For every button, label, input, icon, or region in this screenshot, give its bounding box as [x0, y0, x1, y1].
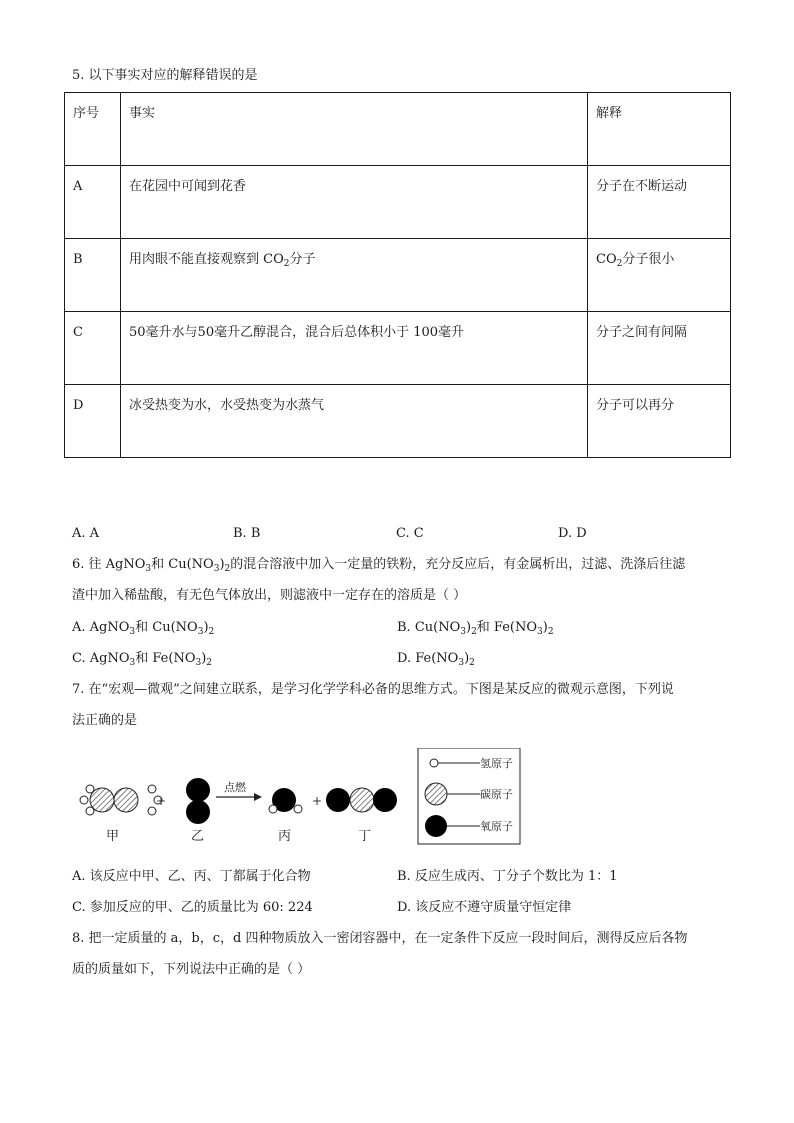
row-explain: 分子之间有间隔 [588, 312, 731, 385]
reaction-condition: 点燃 [224, 781, 246, 794]
text: 和 Cu(NO [151, 557, 214, 572]
subscript: 2 [471, 627, 477, 637]
subscript: 2 [206, 658, 213, 668]
subscript: 2 [208, 627, 215, 637]
subscript: 2 [283, 259, 290, 269]
header-index: 序号 [65, 93, 121, 166]
q5-table [64, 92, 731, 458]
q8-stem-line2: 质的质量如下，下列说法中正确的是（ ） [72, 962, 311, 977]
row-label: D [65, 385, 121, 458]
subscript: 2 [469, 658, 475, 668]
text: ) [542, 620, 548, 635]
reaction-diagram [72, 748, 532, 848]
label-ding: 丁 [358, 829, 372, 844]
q7-option-c: C. 参加反应的甲、乙的质量比为 60: 224 [72, 900, 313, 915]
subscript: 3 [129, 627, 136, 637]
fact-text: 用肉眼不能直接观察到 CO [129, 252, 284, 267]
subscript: 3 [197, 627, 204, 637]
explain-text: CO [596, 252, 617, 267]
subscript: 3 [460, 627, 466, 637]
subscript: 3 [129, 658, 136, 668]
q8-stem-line1: 8. 把一定质量的 a，b，c，d 四种物质放入一密闭容器中，在一定条件下反应一段时间后，测得反应后各物 [72, 931, 688, 946]
row-explain [588, 239, 731, 312]
q7-stem-line1: 7. 在“宏观—微观”之间建立联系，是学习化学学科必备的思维方式。下图是某反应的微观示意图，下列说 [72, 682, 674, 697]
text: C. AgNO [72, 651, 130, 666]
text: A. AgNO [72, 620, 130, 635]
row-fact: 在花园中可闻到花香 [121, 166, 588, 239]
q5-option-d: D. D [558, 526, 587, 541]
molecule-jia [80, 785, 162, 815]
q6-option-b [397, 619, 554, 637]
header-fact: 事实 [121, 93, 588, 166]
text: ) [203, 620, 209, 635]
subscript: 3 [537, 627, 543, 637]
header-explain: 解释 [588, 93, 731, 166]
text: 和 Cu(NO [135, 620, 198, 635]
q6-option-d [397, 650, 475, 668]
q7-option-b: B. 反应生成丙、丁分子个数比为 1：1 [397, 869, 618, 884]
text: 和 Fe(NO [135, 651, 196, 666]
subscript: 3 [213, 564, 220, 574]
table-row [65, 239, 731, 312]
molecule-bing [269, 788, 302, 813]
subscript: 3 [145, 564, 152, 574]
subscript: 2 [547, 627, 554, 637]
q7-option-d: D. 该反应不遵守质量守恒定律 [397, 900, 572, 915]
row-explain: 分子在不断运动 [588, 166, 731, 239]
legend-box [418, 748, 520, 844]
table-row [65, 385, 731, 458]
legend-hydrogen: 氢原子 [480, 757, 513, 770]
text: B. Cu(NO [397, 620, 461, 635]
text: 6. 往 AgNO [72, 557, 146, 572]
molecule-ding [326, 788, 397, 812]
text: 和 Fe(NO [476, 620, 538, 635]
q6-stem-line1 [72, 556, 685, 574]
arrow-head [254, 793, 262, 801]
text: ) [465, 620, 472, 635]
q5-option-b: B. B [233, 526, 261, 541]
fact-text: 分子 [289, 252, 316, 267]
legend-carbon: 碳原子 [480, 788, 513, 801]
text: D. Fe(NO [397, 651, 459, 666]
table-header-row [65, 93, 731, 166]
q5-stem: 5. 以下事实对应的解释错误的是 [72, 68, 258, 83]
plus-sign: + [312, 794, 323, 808]
q5-option-a: A. A [72, 526, 100, 541]
table-row [65, 312, 731, 385]
q5-option-c: C. C [396, 526, 424, 541]
row-label: A [65, 166, 121, 239]
subscript: 2 [616, 259, 623, 269]
row-fact: 50毫升水与50毫升乙醇混合，混合后总体积小于 100毫升 [121, 312, 588, 385]
q7-option-a: A. 该反应中甲、乙、丙、丁都属于化合物 [72, 869, 311, 884]
legend-oxygen: 氧原子 [480, 820, 513, 833]
subscript: 3 [458, 658, 465, 668]
label-jia: 甲 [106, 829, 120, 844]
q6-option-a [72, 619, 214, 637]
table-row [65, 166, 731, 239]
label-bing: 丙 [278, 829, 292, 844]
q6-stem-line2: 渣中加入稀盐酸，有无色气体放出，则滤液中一定存在的溶质是（ ） [72, 588, 467, 603]
subscript: 3 [195, 658, 202, 668]
row-fact [121, 239, 588, 312]
q6-option-c [72, 650, 212, 668]
row-fact: 冰受热变为水，水受热变为水蒸气 [121, 385, 588, 458]
text: 的混合溶液中加入一定量的铁粉，充分反应后，有金属析出，过滤、洗涤后往滤 [230, 557, 686, 572]
row-label: B [65, 239, 121, 312]
row-label: C [65, 312, 121, 385]
subscript: 2 [224, 564, 231, 574]
q7-stem-line2: 法正确的是 [72, 713, 138, 728]
plus-sign: + [156, 794, 167, 808]
text: ) [464, 651, 470, 666]
text: ) [219, 557, 225, 572]
text: ) [201, 651, 207, 666]
molecule-yi [186, 778, 210, 824]
row-explain: 分子可以再分 [588, 385, 731, 458]
label-yi: 乙 [191, 829, 205, 844]
explain-text: 分子很小 [622, 252, 675, 267]
